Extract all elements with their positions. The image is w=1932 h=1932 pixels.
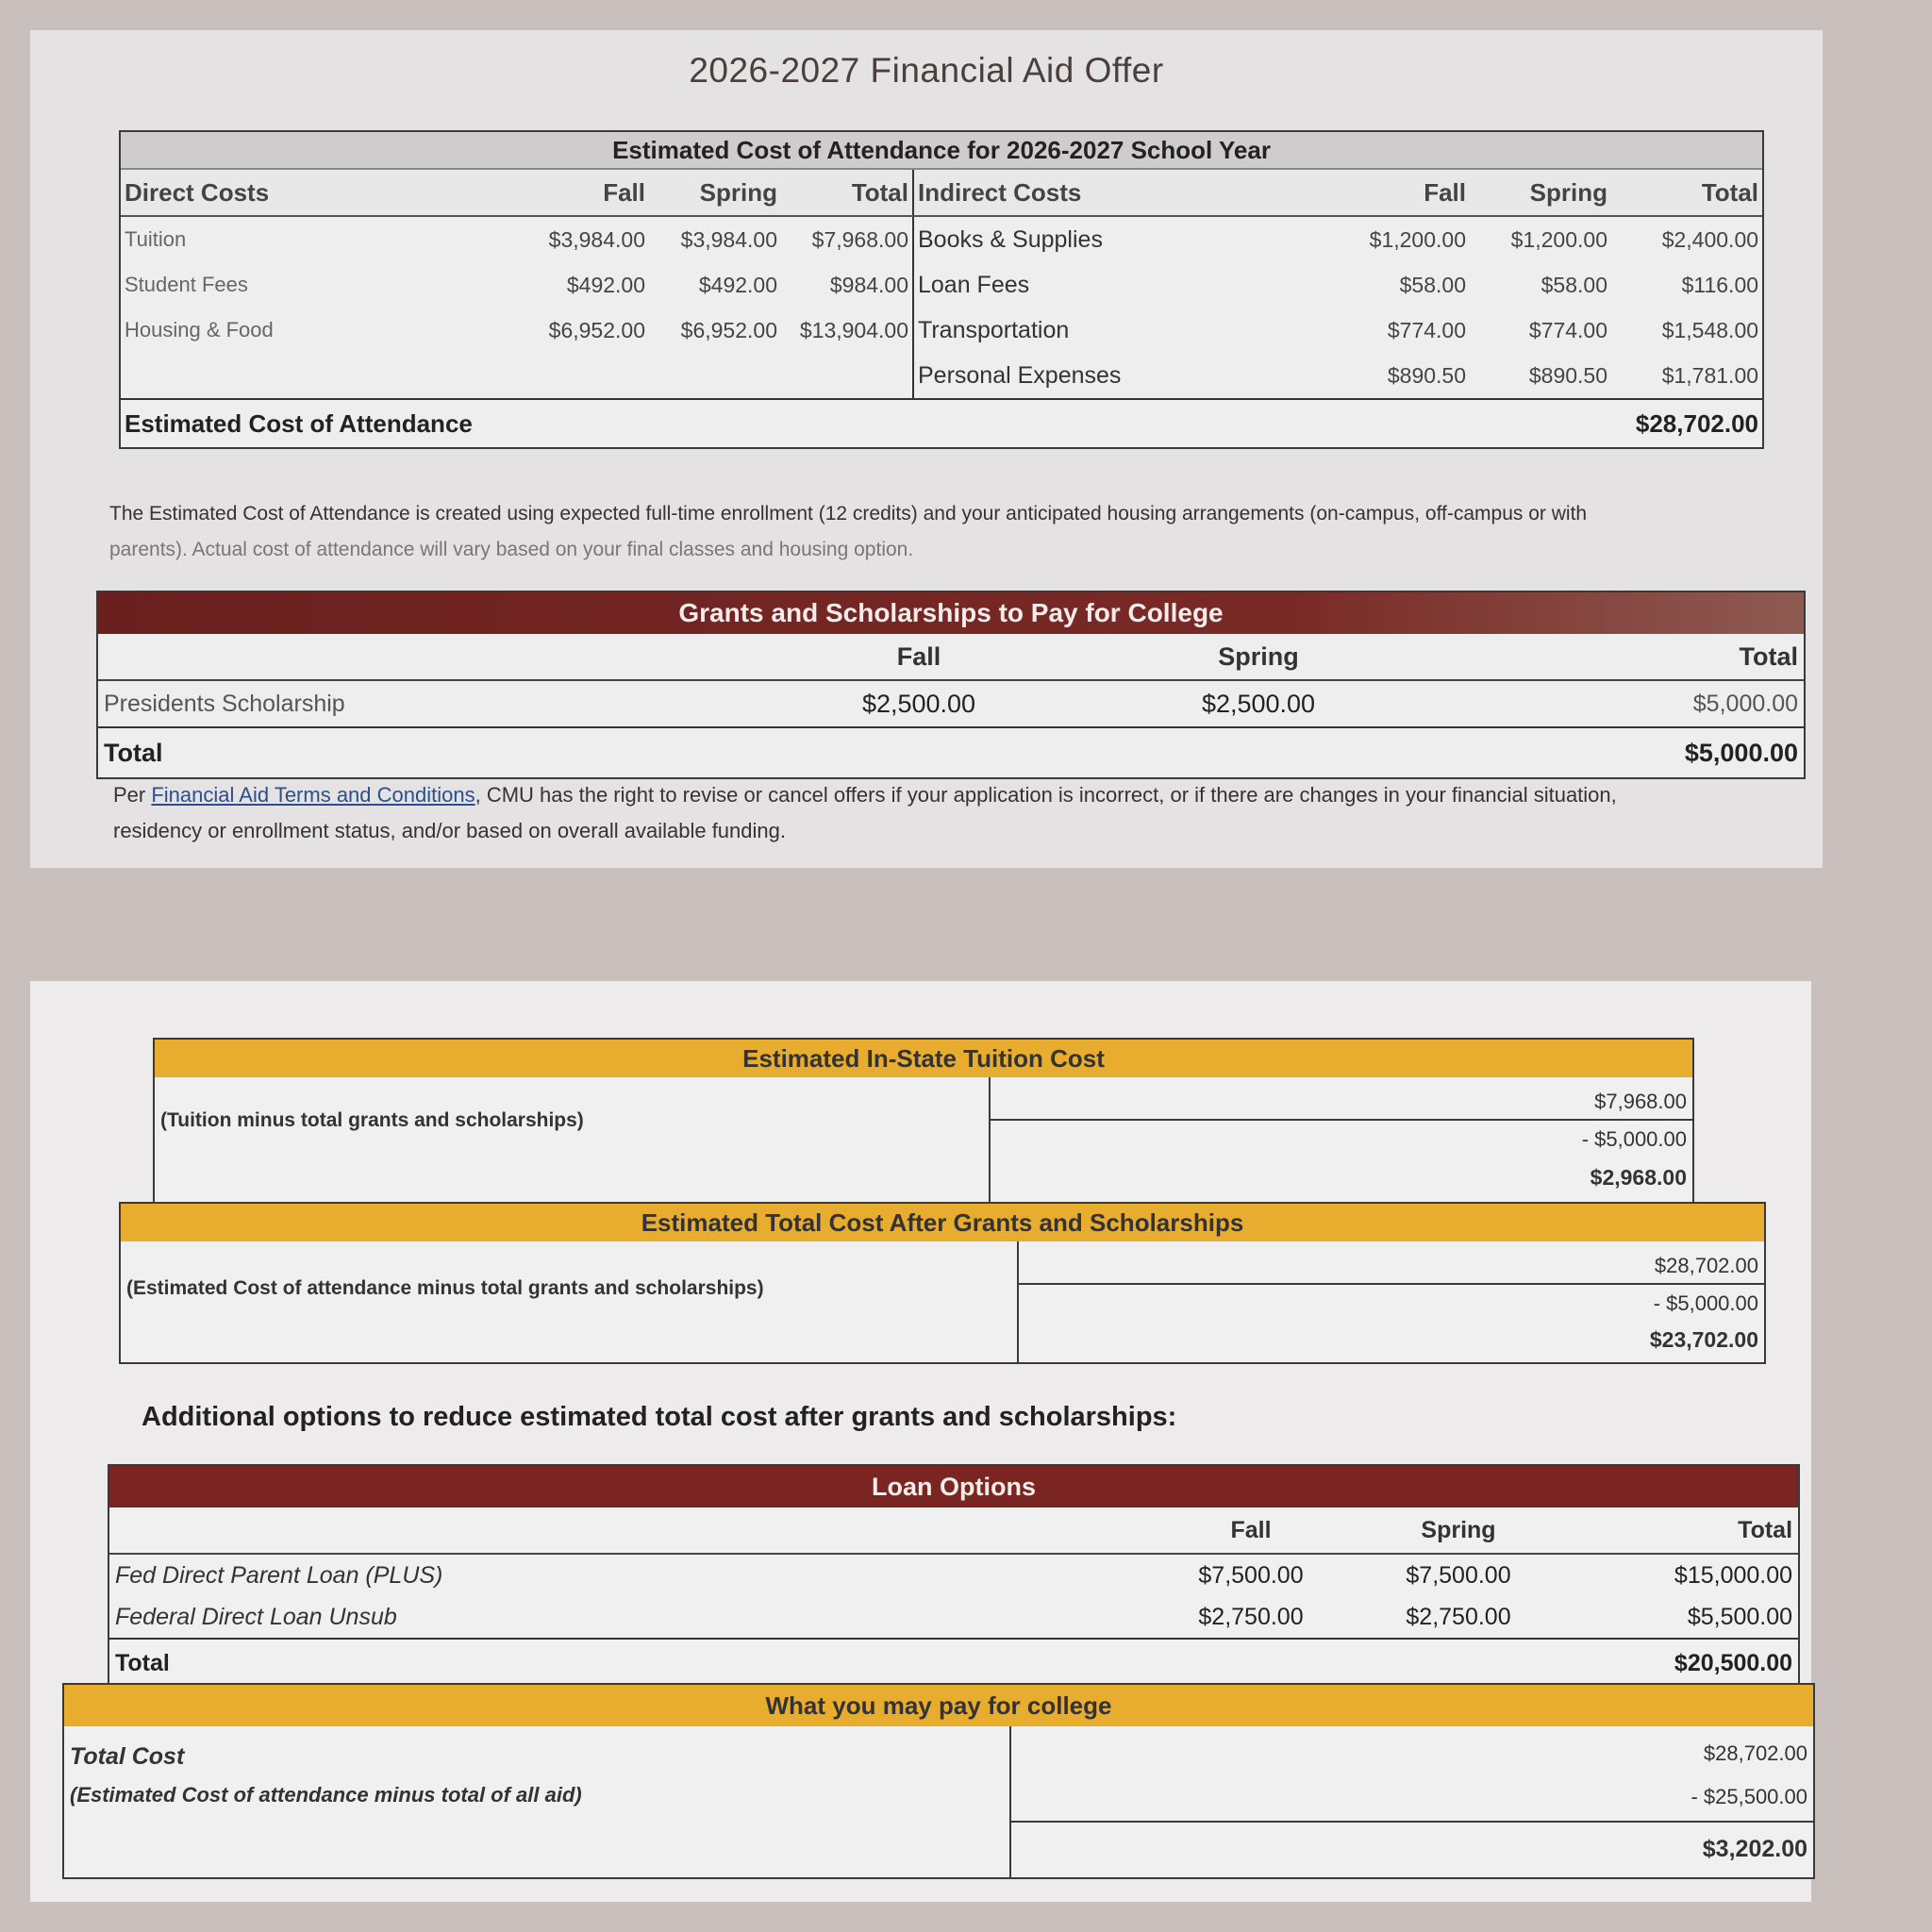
indirect-fall: $774.00 bbox=[1387, 317, 1466, 342]
direct-fall-header: Fall bbox=[517, 169, 649, 216]
grant-fall: $2,500.00 bbox=[861, 689, 976, 718]
direct-costs-header: Direct Costs bbox=[121, 169, 517, 216]
table-row bbox=[98, 680, 1804, 727]
indirect-label: Books & Supplies bbox=[918, 225, 1103, 253]
terms-link[interactable]: Financial Aid Terms and Conditions bbox=[151, 783, 475, 807]
indirect-fall: $1,200.00 bbox=[1369, 226, 1466, 252]
pay-description: (Estimated Cost of attendance minus total of all aid) bbox=[70, 1783, 582, 1807]
loan-total: $5,500.00 bbox=[1687, 1603, 1793, 1630]
after-grants-box bbox=[119, 1202, 1766, 1364]
indirect-total: $116.00 bbox=[1681, 272, 1759, 297]
coa-row bbox=[121, 308, 1762, 353]
grant-label: Presidents Scholarship bbox=[104, 690, 345, 717]
direct-label: Housing & Food bbox=[125, 318, 274, 341]
coa-footnote-line-2: parents). Actual cost of attendance will vary based on your final classes and housing option. bbox=[109, 539, 914, 560]
coa-total-row bbox=[121, 399, 1762, 447]
indirect-total-header: Total bbox=[1611, 169, 1762, 216]
grants-total-header: Total bbox=[1438, 634, 1804, 680]
direct-fall: $492.00 bbox=[566, 272, 645, 297]
loans-total-value: $20,500.00 bbox=[1562, 1639, 1798, 1687]
after-grants-grants-value: - $5,000.00 bbox=[1019, 1283, 1764, 1321]
direct-total: $984.00 bbox=[781, 262, 913, 308]
grants-note-rest: , CMU has the right to revise or cancel offers if your application is incorrect, or if there are changes in your financial situation, bbox=[475, 783, 1617, 807]
loans-spring-header: Spring bbox=[1355, 1507, 1562, 1554]
instate-net-value: $2,968.00 bbox=[1590, 1165, 1687, 1190]
loan-fall: $7,500.00 bbox=[1198, 1561, 1304, 1589]
pay-label: Total Cost bbox=[70, 1743, 185, 1770]
coa-caption: Estimated Cost of Attendance for 2026-2027 School Year bbox=[121, 132, 1762, 169]
indirect-spring-header: Spring bbox=[1470, 169, 1611, 216]
direct-total: $13,904.00 bbox=[781, 308, 913, 353]
grants-total-value: $5,000.00 bbox=[1438, 727, 1804, 777]
grants-table bbox=[96, 591, 1806, 779]
instate-description: (Tuition minus total grants and scholarships) bbox=[160, 1109, 584, 1131]
instate-banner: Estimated In-State Tuition Cost bbox=[155, 1040, 1692, 1077]
direct-total: $7,968.00 bbox=[781, 216, 913, 262]
direct-label: Tuition bbox=[125, 227, 187, 251]
loan-spring: $2,750.00 bbox=[1406, 1603, 1511, 1630]
grants-total-label: Total bbox=[98, 727, 1079, 777]
direct-fall: $6,952.00 bbox=[548, 317, 645, 342]
table-row bbox=[109, 1554, 1798, 1596]
loans-total-row bbox=[109, 1639, 1798, 1687]
loan-label: Federal Direct Loan Unsub bbox=[115, 1603, 397, 1630]
pay-banner: What you may pay for college bbox=[64, 1685, 1813, 1726]
grants-fall-header: Fall bbox=[758, 634, 1079, 680]
direct-fall: $3,984.00 bbox=[548, 226, 645, 252]
grants-footnote bbox=[113, 777, 1792, 849]
grants-spring-header: Spring bbox=[1079, 634, 1438, 680]
direct-spring: $3,984.00 bbox=[680, 226, 777, 252]
direct-total-header: Total bbox=[781, 169, 913, 216]
indirect-spring: $58.00 bbox=[1541, 272, 1607, 297]
loan-label: Fed Direct Parent Loan (PLUS) bbox=[115, 1561, 443, 1589]
indirect-total: $1,781.00 bbox=[1661, 362, 1759, 388]
indirect-fall: $890.50 bbox=[1387, 362, 1466, 388]
loans-fall-header: Fall bbox=[1147, 1507, 1355, 1554]
after-grants-description: (Estimated Cost of attendance minus total grants and scholarships) bbox=[126, 1277, 764, 1299]
grant-total: $5,000.00 bbox=[1692, 690, 1798, 717]
grant-spring: $2,500.00 bbox=[1201, 689, 1316, 718]
after-grants-coa-value: $28,702.00 bbox=[1654, 1254, 1758, 1277]
loan-options-table bbox=[108, 1464, 1800, 1689]
grants-banner: Grants and Scholarships to Pay for College bbox=[98, 592, 1804, 634]
loan-fall: $2,750.00 bbox=[1198, 1603, 1304, 1630]
after-grants-net-value: $23,702.00 bbox=[1649, 1327, 1758, 1352]
direct-label: Student Fees bbox=[125, 273, 248, 296]
additional-options-heading: Additional options to reduce estimated total cost after grants and scholarships: bbox=[142, 1402, 1177, 1432]
what-you-pay-box bbox=[62, 1683, 1815, 1879]
grants-note-prefix: Per bbox=[113, 783, 152, 807]
pay-net-value: $3,202.00 bbox=[1011, 1821, 1813, 1875]
pay-aid-value: - $25,500.00 bbox=[1690, 1785, 1807, 1808]
indirect-label: Transportation bbox=[918, 316, 1070, 343]
indirect-fall-header: Fall bbox=[1328, 169, 1470, 216]
cost-of-attendance-table bbox=[119, 130, 1764, 449]
coa-footnote-line-1: The Estimated Cost of Attendance is created using expected full-time enrollment (12 credits) and your anticipated housing arrangements (on-campus, off-campus or with bbox=[109, 503, 1588, 525]
instate-tuition-box bbox=[153, 1038, 1694, 1206]
pay-coa-value: $28,702.00 bbox=[1703, 1741, 1807, 1765]
grants-total-row bbox=[98, 727, 1804, 777]
after-grants-banner: Estimated Total Cost After Grants and Scholarships bbox=[121, 1204, 1764, 1241]
indirect-fall: $58.00 bbox=[1399, 272, 1466, 297]
loan-total: $15,000.00 bbox=[1674, 1561, 1793, 1589]
indirect-spring: $774.00 bbox=[1528, 317, 1607, 342]
coa-row bbox=[121, 353, 1762, 399]
coa-row bbox=[121, 262, 1762, 308]
coa-total-value: $28,702.00 bbox=[913, 399, 1762, 447]
indirect-label: Loan Fees bbox=[918, 271, 1030, 298]
coa-total-label: Estimated Cost of Attendance bbox=[121, 399, 913, 447]
indirect-spring: $890.50 bbox=[1528, 362, 1607, 388]
direct-spring-header: Spring bbox=[649, 169, 781, 216]
indirect-spring: $1,200.00 bbox=[1510, 226, 1607, 252]
loans-total-label: Total bbox=[109, 1639, 1355, 1687]
coa-footnote bbox=[109, 496, 1798, 568]
loans-banner: Loan Options bbox=[109, 1466, 1798, 1507]
document-title: 2026-2027 Financial Aid Offer bbox=[689, 51, 1164, 90]
instate-grants-value: - $5,000.00 bbox=[991, 1119, 1692, 1158]
coa-row bbox=[121, 216, 1762, 262]
indirect-total: $1,548.00 bbox=[1661, 317, 1759, 342]
indirect-costs-header: Indirect Costs bbox=[913, 169, 1328, 216]
direct-spring: $492.00 bbox=[698, 272, 777, 297]
offer-page-1 bbox=[30, 30, 1823, 868]
loans-total-header: Total bbox=[1562, 1507, 1798, 1554]
indirect-total: $2,400.00 bbox=[1661, 226, 1759, 252]
grants-note-line-2: residency or enrollment status, and/or based on overall available funding. bbox=[113, 819, 786, 842]
direct-spring: $6,952.00 bbox=[680, 317, 777, 342]
indirect-label: Personal Expenses bbox=[918, 361, 1122, 389]
table-row bbox=[109, 1596, 1798, 1639]
loan-spring: $7,500.00 bbox=[1406, 1561, 1511, 1589]
instate-tuition-value: $7,968.00 bbox=[1594, 1090, 1687, 1113]
offer-page-2 bbox=[30, 981, 1811, 1902]
